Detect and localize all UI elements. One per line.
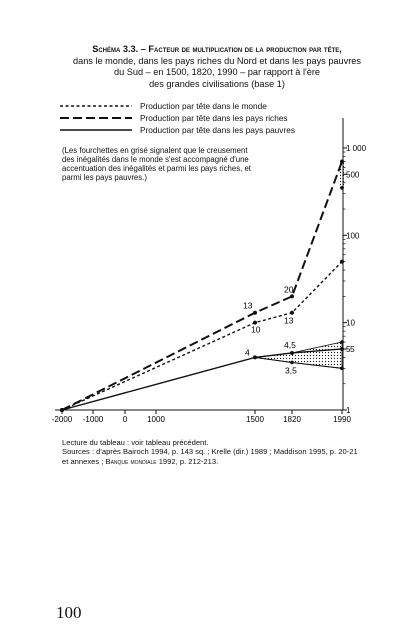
- caption-sources: [62, 447, 362, 466]
- title-line-2: dans le monde, dans les pays riches du Nord et dans les pays pauvres: [72, 55, 362, 66]
- y-tick-label: 1 000: [346, 144, 367, 153]
- legend-label-monde: Production par tête dans le monde: [140, 101, 267, 111]
- legend-label-pauvres: Production par tête dans les pays pauvres: [140, 125, 295, 135]
- data-label: 13: [243, 300, 253, 311]
- x-tick-label: 1000: [147, 415, 165, 424]
- series-line-1: [62, 162, 342, 410]
- title-line-1: – Facteur de multiplication de la production par tête,: [140, 44, 342, 54]
- data-point: [340, 260, 344, 264]
- data-point: [340, 186, 344, 190]
- legend-label-riches: Production par tête dans les pays riches: [140, 113, 288, 123]
- caption-sources-text: Sources : d'après Bairoch 1994, p. 143 sq. ; Krelle (dir.) 1989 ; Maddison 1995, p. 20-21 et annexes ;: [62, 447, 358, 466]
- x-tick-label: -2000: [51, 415, 73, 424]
- data-label: 5: [350, 343, 355, 354]
- data-point: [340, 160, 344, 164]
- x-tick-label: 0: [122, 415, 128, 424]
- data-label: 10: [251, 324, 261, 335]
- data-label: 3,5: [285, 365, 297, 376]
- x-tick-label: 1500: [246, 415, 264, 424]
- title-line-4: des grandes civilisations: [149, 78, 249, 89]
- data-label: 13: [284, 315, 294, 326]
- chart-note: (Les fourchettes en grisé signalent que le creusement des inégalités dans le monde s'est accompagné d'une accentuation des inégalités et parmi les pays riches, et parmi les pays pauvres.): [62, 146, 251, 182]
- title-base: (base 1): [251, 78, 285, 89]
- caption-reading: Lecture du tableau : voir tableau précédent.: [62, 438, 209, 447]
- y-tick-label: 500: [346, 170, 360, 180]
- data-point: [340, 340, 344, 344]
- chart-number: Schéma 3.3.: [92, 44, 139, 54]
- page-number: 100: [56, 603, 82, 622]
- data-point: [290, 294, 294, 298]
- data-label: 4: [245, 347, 250, 358]
- x-tick-label: 1820: [283, 415, 301, 424]
- y-tick-label: 1: [346, 406, 351, 415]
- data-point: [60, 408, 64, 412]
- y-tick-label: 100: [346, 231, 360, 241]
- data-label: 20: [284, 284, 294, 295]
- caption-sources-bank: Banque mondiale: [105, 456, 157, 466]
- chart-caption: [62, 438, 362, 466]
- y-tick-label: 10: [346, 318, 355, 328]
- data-label: 4,5: [284, 339, 296, 350]
- title-line-3: du Sud – en 1500, 1820, 1990 – par rapport à l'ère: [113, 67, 321, 77]
- data-point: [290, 351, 294, 355]
- data-point: [290, 311, 294, 315]
- x-tick-label: 1990: [333, 415, 351, 424]
- x-tick-label: -1000: [82, 415, 104, 424]
- data-point: [340, 347, 344, 351]
- caption-sources-end: 1992, p. 212-213.: [158, 456, 219, 466]
- data-point: [253, 311, 257, 315]
- y-tick-label: 5: [346, 344, 351, 354]
